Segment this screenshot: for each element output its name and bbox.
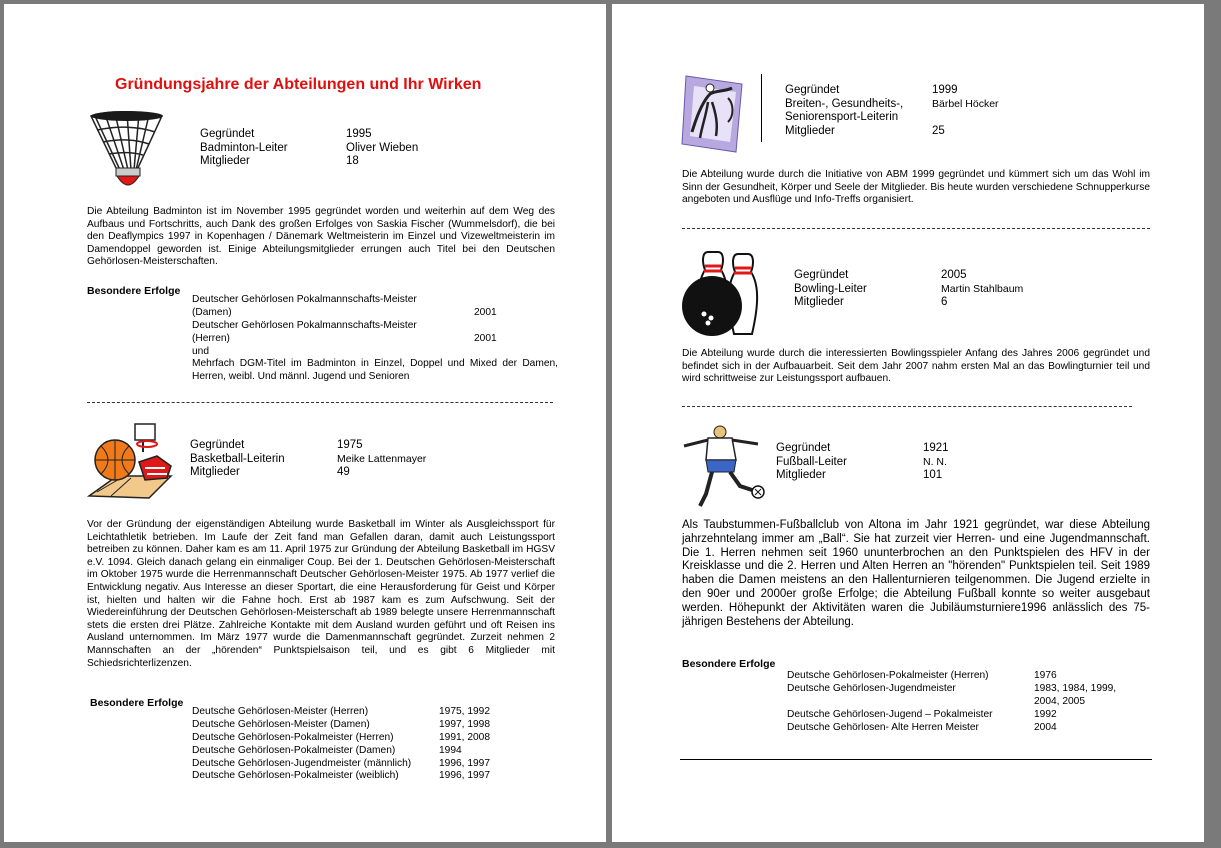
info-label: Mitglieder [776, 469, 826, 481]
info-value: Martin Stahlbaum [941, 282, 1024, 295]
achievement-year: 1983, 1984, 1999, [1034, 682, 1117, 694]
info-value: 1975 [337, 439, 363, 451]
achievement-row [787, 683, 1127, 696]
achievement-year: 1992 [1034, 708, 1057, 720]
info-value: N. N. [923, 455, 947, 468]
achievement-text: Deutsche Gehörlosen-Pokalmeister (Damen) [192, 744, 396, 756]
achievement-row [787, 670, 1127, 683]
section-divider [87, 402, 553, 403]
basketball-achievements [192, 706, 512, 783]
fussball-paragraph: Als Taubstummen-Fußballclub von Altona im Jahr 1921 gegründet, war diese Abteilung jahrzehntelang immer am „Ball“. Sie hat zurzeit vier Herren- und eine Jugendmannschaft. Die 1. Herren nehmen seit 1960 ununterbrochen an den Punktspielen des HFV in der Kreisklasse und die 2. Herren und Alten Herren an "hörenden" Punktspielen teil. Seit 1989 haben die Damen meistens an den Hallenturnieren teilgenommen. Die Jugend erzielte in den 90er und 2000er große Erfolge; die Abteilung Fußball konnte so weiter ausgebaut werden. Höhepunkt der Aktivitäten waren die Jubiläumsturniere1996 anlässlich des 75-jährigen Bestehens der Abteilung. [682, 519, 1150, 628]
achievement-text: Deutscher Gehörlosen Pokalmannschafts-Meister [192, 319, 417, 331]
info-label: Bowling-Leiter [794, 282, 867, 295]
achievement-year: 1997, 1998 [439, 718, 490, 730]
info-label: Gegründet [776, 442, 831, 454]
achievement-text: Deutsche Gehörlosen-Pokalmeister (weiblich) [192, 770, 399, 782]
info-label: Gegründet [190, 439, 245, 451]
info-value: 1995 [346, 128, 372, 140]
achievement-year: 1996, 1997 [439, 757, 490, 769]
end-rule [680, 759, 1152, 760]
achievement-row [192, 719, 512, 732]
info-value: 18 [346, 155, 359, 167]
achievement-year: 1976 [1034, 670, 1057, 681]
achievement-year: 2004 [1034, 721, 1057, 733]
vertical-divider [761, 74, 762, 142]
info-value: 25 [932, 124, 945, 137]
achievement-text: Deutsche Gehörlosen-Pokalmeister (Herren) [787, 670, 989, 681]
achievement-text: Deutsche Gehörlosen-Meister (Damen) [192, 718, 370, 730]
info-label: Gegründet [200, 128, 255, 140]
achievement-text: Deutsche Gehörlosen-Meister (Herren) [192, 706, 369, 717]
achievement-text: (Damen) [192, 306, 232, 318]
achievement-year: 1991, 2008 [439, 731, 490, 743]
section-divider [682, 228, 1150, 229]
info-value: 1921 [923, 442, 949, 454]
achievement-row [192, 333, 558, 346]
achievement-row [787, 696, 1127, 709]
achievement-year: 2004, 2005 [1034, 695, 1085, 707]
badminton-info [200, 128, 500, 169]
achievement-row [192, 307, 558, 320]
section-divider [682, 406, 1132, 407]
info-value: Bärbel Höcker [932, 97, 999, 110]
bowling-info [794, 269, 1094, 310]
info-value: 2005 [941, 269, 967, 281]
breitensport-paragraph: Die Abteilung wurde durch die Initiative von ABM 1999 gegründet und kümmert sich um das Wohl im Sinn der Gesundheit, Körper und Seele der Mitglieder. Bis heute wurden verschiedene Schnupperkurse angeboten und Ausflüge und Info-Treffs organisiert. [682, 169, 1150, 206]
achievement-text: Deutsche Gehörlosen-Jugendmeister [787, 682, 956, 694]
info-label: Mitglieder [785, 124, 835, 137]
gymnastics-icon [680, 72, 748, 154]
achievement-row [192, 706, 512, 719]
achievement-row [192, 732, 512, 745]
basketball-info [190, 439, 510, 480]
info-label: Basketball-Leiterin [190, 452, 285, 465]
achievement-year: 2001 [474, 306, 497, 318]
fussball-achievements [787, 670, 1127, 734]
achievements-heading: Besondere Erfolge [682, 658, 776, 670]
achievement-row [192, 745, 512, 758]
achievement-year: 1996, 1997 [439, 770, 490, 782]
achievement-year: 1975, 1992 [439, 706, 490, 717]
info-value: 101 [923, 469, 943, 481]
achievement-year: 2001 [474, 332, 497, 344]
achievements-heading: Besondere Erfolge [87, 285, 181, 297]
info-value: 6 [941, 296, 948, 308]
achievement-text: Deutscher Gehörlosen Pokalmannschafts-Meister [192, 294, 417, 305]
info-value: Meike Lattenmayer [337, 452, 427, 465]
achievement-row [192, 758, 512, 771]
basketball-icon [87, 422, 179, 502]
achievement-row [192, 294, 558, 307]
achievement-row [192, 770, 512, 783]
achievement-text: und [192, 345, 209, 357]
achievement-text: Deutsche Gehörlosen-Jugend – Pokalmeister [787, 708, 993, 720]
document-page-right [612, 4, 1204, 842]
info-label: Breiten-, Gesundheits-, [785, 97, 904, 110]
info-label: Mitglieder [190, 466, 240, 478]
info-label: Fußball-Leiter [776, 455, 847, 468]
bowling-paragraph: Die Abteilung wurde durch die interessierten Bowlingsspieler Anfang des Jahres 2006 gegründet und befindet sich in der Aufbauarbeit. Seit dem Jahr 2007 nahm ersten Mal an das Bowlingturnier teil und wird schrittweise zur Leistungssport aufbauen. [682, 348, 1150, 385]
fussball-info [776, 442, 1076, 483]
info-label: Seniorensport-Leiterin [785, 111, 899, 123]
badminton-paragraph: Die Abteilung Badminton ist im November 1995 gegründet worden und weiterhin auf dem Weg des Aufbaus und Fortschritts, auch Dank des großen Erfolges von Saskia Fischer (Wummelsdorf), die bei den Deaflympics 1997 in Kopenhagen / Dänemark Weltmeisterin im Einzel und Vizeweltmeisterin im Damendoppel geworden ist. Einige Abteilungsmitglieder errungen auch Titel bei den Deutschen Gehörlosen-Meisterschaften. [87, 206, 555, 268]
achievement-row [787, 709, 1127, 722]
basketball-paragraph: Vor der Gründung der eigenständigen Abteilung wurde Basketball im Winter als Ausgleichssport für Leichtathletik betrieben. Im Laufe der Zeit fand man Gefallen daran, damit auch Leistungssport betreiben zu können. Daher kam es am 11. April 1975 zur Gründung der Abteilung Basketball im HGSV e.V. 1094. Gleich danach gelang ein einmaliger Coup. Bei der 1. Deutschen Gehörlosen-Meisterschaft im Oktober 1975 wurde die Herrenmannschaft Deutscher Gehörlosen-Meister 1975. Ab 1977 verlief die Entwicklung negativ. Aus Interesse an dieser Sportart, die eine Herausforderung für Geist und Körper ist, hielten und halten wir die Fahne hoch. Erst ab 1987 kam es zum Aufschwung. Seit der Wiedereinführung der Deutschen Gehörlosen-Meisterschaft ab 1989 belegte unsere Herrenmannschaft stets die ersten drei Plätze. Zahlreiche Kontakte mit dem Ausland wurden geführt und oft Reisen ins Ausland unternommen. Im März 1977 wurde die Damenmannschaft gegründet. Zurzeit nehmen 2 Mannschaften an der „hörenden“ Punktspielsaison teil, und es gibt 6 Mitglieder mit Schiedsrichterlizenzen. [87, 519, 555, 669]
achievement-text: (Herren) [192, 332, 230, 344]
achievement-year: 1994 [439, 744, 462, 756]
info-label: Badminton-Leiter [200, 141, 288, 154]
soccer-player-icon [680, 424, 768, 508]
shuttlecock-icon [87, 108, 165, 192]
info-label: Gegründet [794, 269, 849, 281]
document-page-left [4, 4, 606, 842]
badminton-achievements [192, 294, 558, 384]
info-value: 49 [337, 466, 350, 478]
breitensport-info [785, 84, 1085, 138]
achievements-heading: Besondere Erfolge [90, 697, 184, 709]
achievement-text: Deutsche Gehörlosen-Jugendmeister (männlich) [192, 757, 412, 769]
achievement-text: Deutsche Gehörlosen- Alte Herren Meister [787, 721, 979, 733]
achievement-row [787, 722, 1127, 735]
page-title: Gründungsjahre der Abteilungen und Ihr Wirken [115, 76, 482, 93]
info-label: Gegründet [785, 84, 840, 96]
achievement-row [192, 346, 558, 359]
achievement-text: Deutsche Gehörlosen-Pokalmeister (Herren) [192, 731, 394, 743]
info-value: 1999 [932, 84, 958, 96]
info-label: Mitglieder [794, 296, 844, 308]
info-label: Mitglieder [200, 155, 250, 167]
achievement-row [192, 320, 558, 333]
achievement-extra: Mehrfach DGM-Titel im Badminton in Einzel, Doppel und Mixed der Damen, Herren, weibl. Und männl. Jugend und Senioren [192, 358, 558, 383]
bowling-icon [678, 248, 770, 336]
info-value: Oliver Wieben [346, 141, 419, 154]
